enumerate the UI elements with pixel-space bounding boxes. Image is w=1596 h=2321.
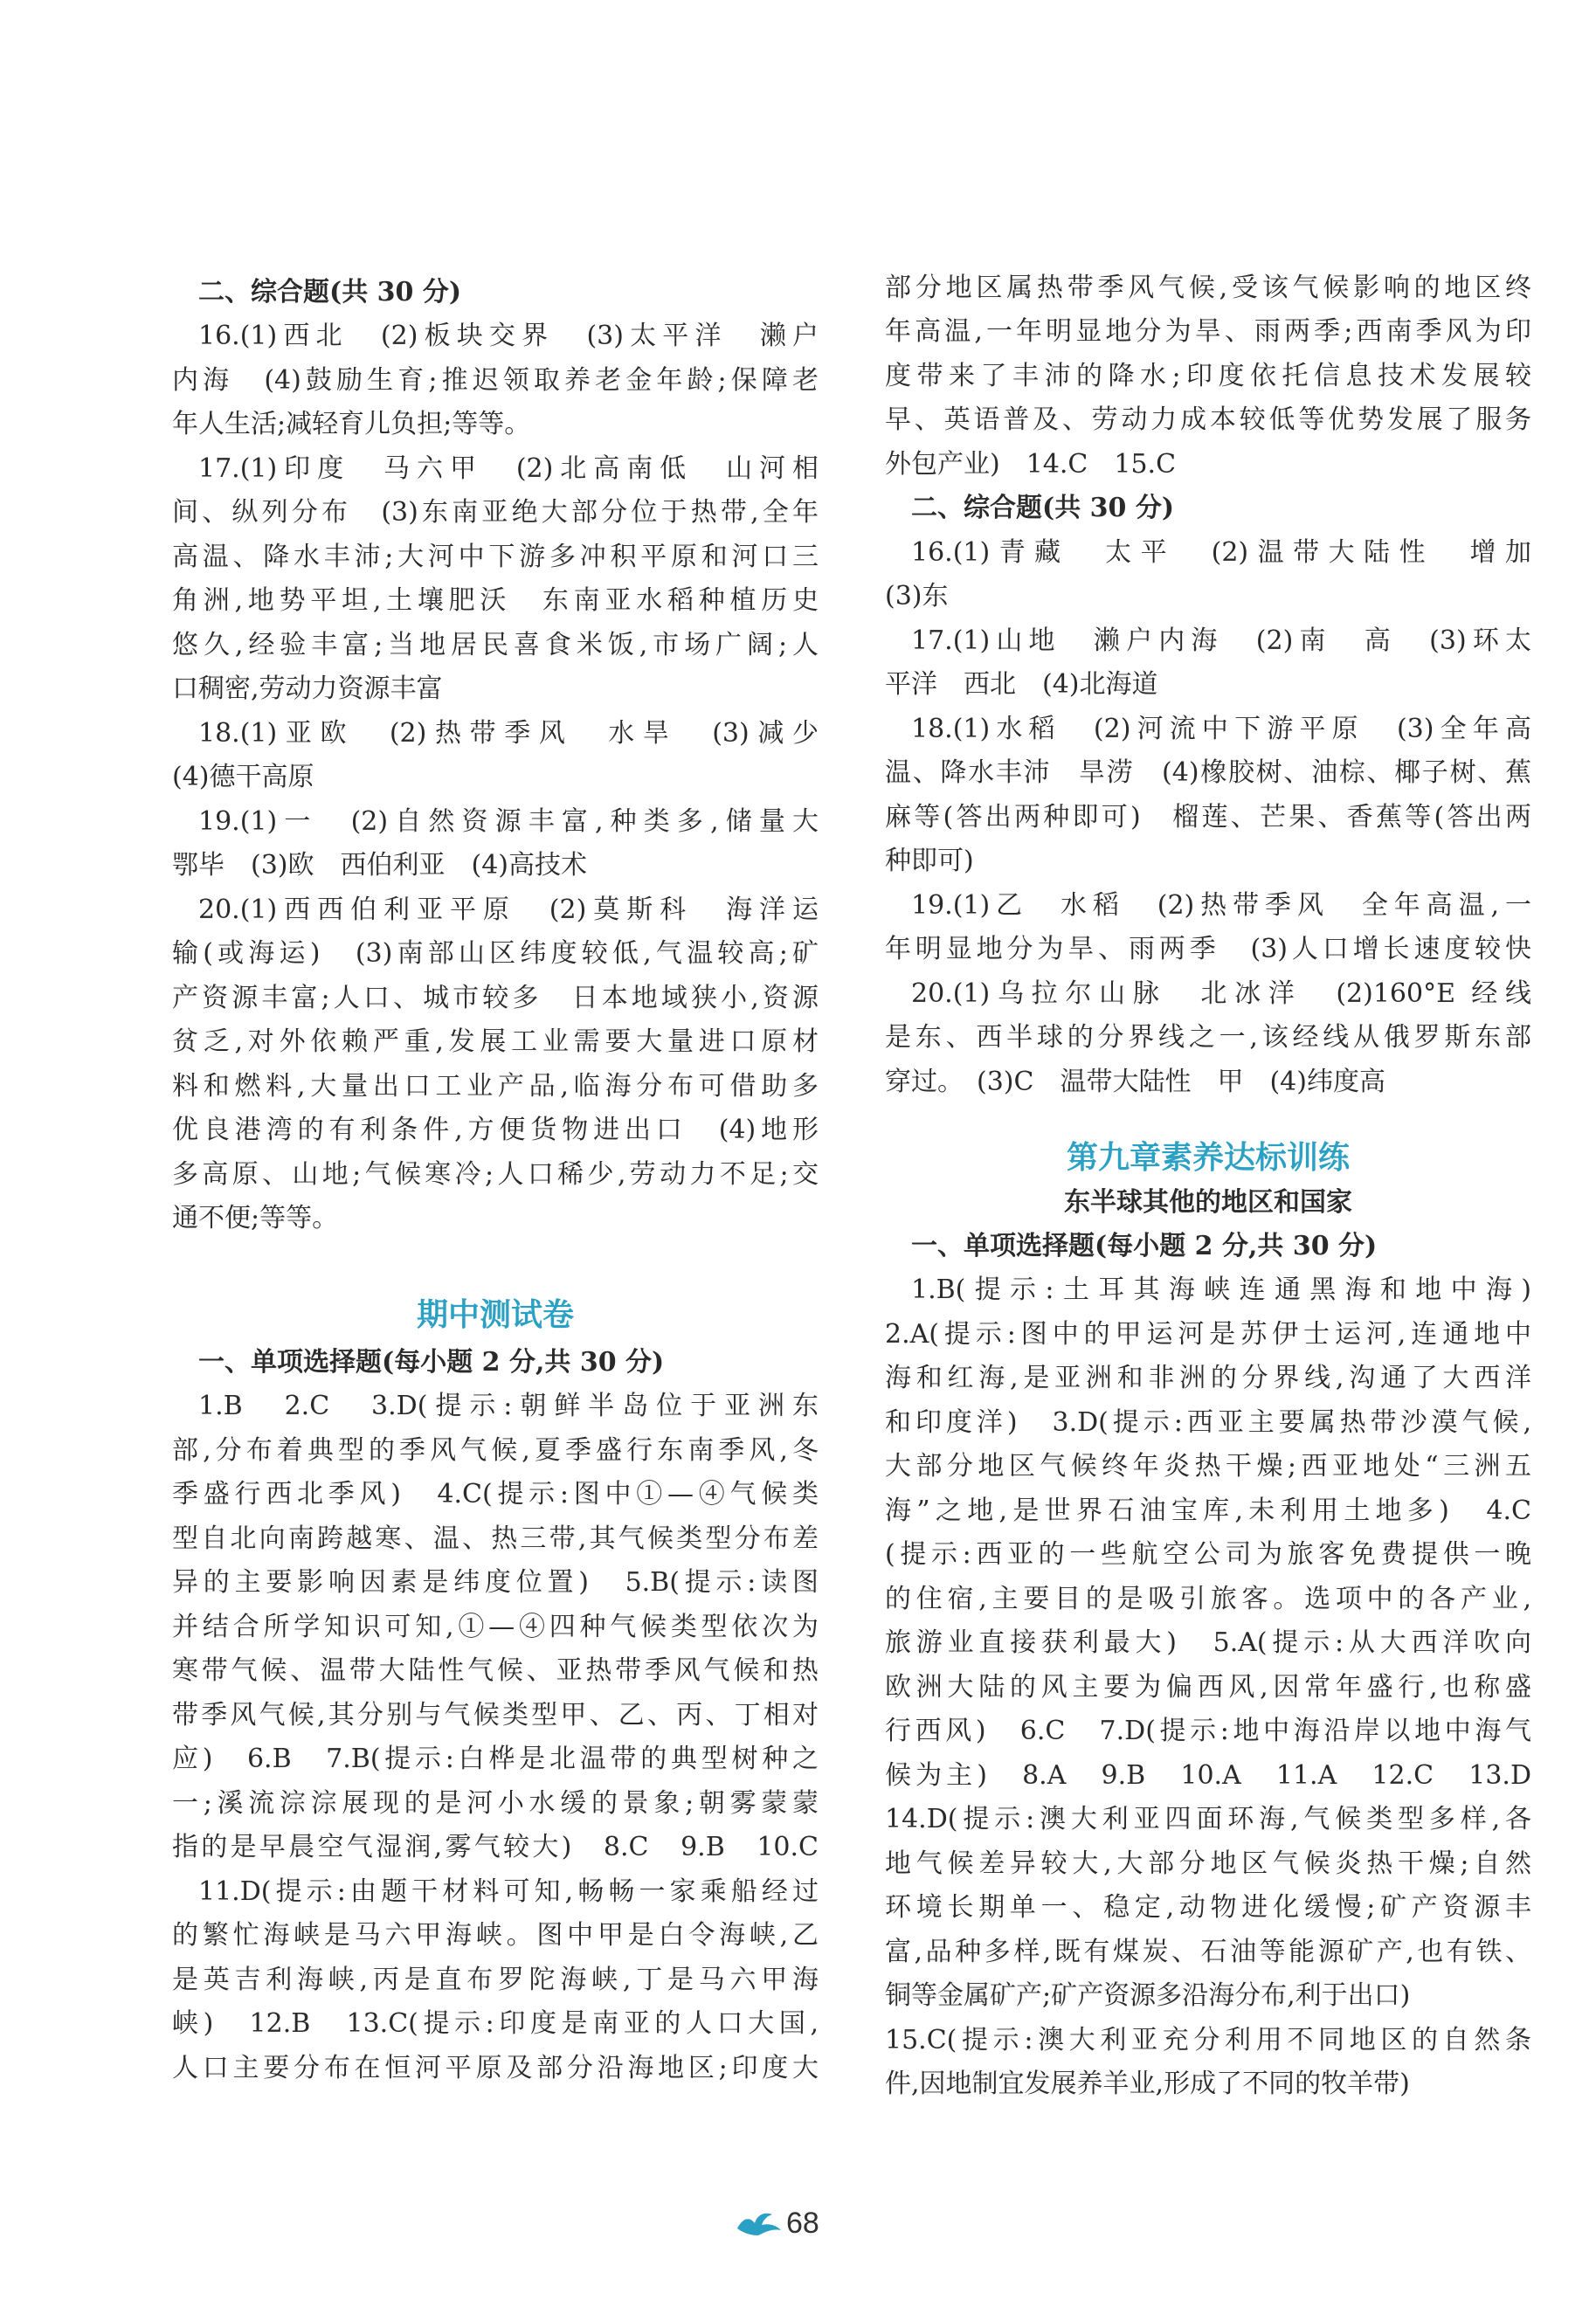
text-line: 19.(1)一 (2)自然资源丰富,种类多,储量大 [198,806,819,837]
text-line: 19.(1)乙 水稻 (2)热带季风 全年高温,一 [911,890,1531,921]
text-line: 并结合所学知识可知,①—④四种气候类型依次为 [172,1612,819,1642]
text-line: 富,品种多样,既有煤炭、石油等能源矿产,也有铁、 [885,1937,1531,1967]
text-line: 通不便;等等。 [172,1203,339,1233]
text-line: 人口主要分布在恒河平原及部分沿海地区;印度大 [172,2053,819,2083]
text-line: 17.(1)山地 濑户内海 (2)南 高 (3)环太 [911,625,1531,656]
section-heading: 二、综合题(共 30 分) [198,277,462,307]
text-line: (4)德干高原 [172,762,314,792]
text-line: 地气候差异较大,大部分地区气候炎热干燥;自然 [885,1848,1531,1879]
text-line: 海和红海,是亚洲和非洲的分界线,沟通了大西洋 [885,1363,1531,1393]
text-line: 内海 (4)鼓励生育;推迟领取养老金年龄;保障老 [172,365,819,396]
text-line: 口稠密,劳动力资源丰富 [172,674,443,704]
text-line: 年人生活;减轻育儿负担;等等。 [172,409,531,439]
text-line: 外包产业) 14.C 15.C [885,449,1177,480]
text-line: 年明显地分为旱、雨两季 (3)人口增长速度较快 [885,934,1531,964]
text-line: 是英吉利海峡,丙是直布罗陀海峡,丁是马六甲海 [172,1965,819,1995]
text-line: 指的是早晨空气湿润,雾气较大) 8.C 9.B 10.C [172,1832,819,1862]
text-line: 行西风) 6.C 7.D(提示:地中海沿岸以地中海气 [885,1716,1531,1746]
page-footer [734,2197,874,2249]
text-line: 17.(1)印度 马六甲 (2)北高南低 山河相 [198,453,819,484]
section-heading: 二、综合题(共 30 分) [911,493,1175,523]
text-line: 14.D(提示:澳大利亚四面环海,气候类型多样,各 [885,1804,1531,1834]
text-line: 11.D(提示:由题干材料可知,畅畅一家乘船经过 [198,1876,819,1907]
text-line: 的住宿,主要目的是吸引旅客。选项中的各产业, [885,1584,1531,1614]
text-line: 种即可) [885,846,974,876]
text-line: 旅游业直接获利最大) 5.A(提示:从大西洋吹向 [885,1627,1531,1658]
text-line: 部分地区属热带季风气候,受该气候影响的地区终 [885,273,1531,303]
page-number: 68 [786,2207,819,2240]
text-line: 铜等金属矿产;矿产资源多沿海分布,利于出口) [885,1980,1411,2011]
text-line: 优良港湾的有利条件,方便货物进出口 (4)地形 [172,1115,819,1145]
text-line: 欧洲大陆的风主要为偏西风,因常年盛行,也称盛 [885,1672,1531,1703]
text-line: 寒带气候、温带大陆性气候、亚热带季风气候和热 [172,1655,819,1686]
text-line: 部,分布着典型的季风气候,夏季盛行东南季风,冬 [172,1435,819,1466]
text-line: 麻等(答出两种即可) 榴莲、芒果、香蕉等(答出两 [885,802,1531,832]
text-line: 1.B(提示:土耳其海峡连通黑海和地中海) [911,1274,1531,1305]
text-line: 输(或海运) (3)南部山区纬度较低,气温较高;矿 [172,938,819,969]
text-line: (3)东 [885,581,949,611]
text-line: 多高原、山地;气候寒冷;人口稀少,劳动力不足;交 [172,1159,819,1190]
section-title: 期中测试卷 [416,1296,574,1333]
text-line: 带季风气候,其分别与气候类型甲、乙、丙、丁相对 [172,1700,819,1730]
text-line: 候为主) 8.A 9.B 10.A 11.A 12.C 13.D [885,1760,1531,1791]
text-line: 应) 6.B 7.B(提示:白桦是北温带的典型树种之 [172,1744,819,1774]
text-line: 18.(1)水稻 (2)河流中下游平原 (3)全年高 [911,714,1531,744]
text-line: 和印度洋) 3.D(提示:西亚主要属热带沙漠气候, [885,1407,1531,1438]
section-subtitle: 东半球其他的地区和国家 [1064,1187,1352,1218]
text-line: (提示:西亚的一些航空公司为旅客免费提供一晚 [885,1539,1531,1570]
text-line: 年高温,一年明显地分为旱、雨两季;西南季风为印 [885,316,1531,347]
text-line: 20.(1)西西伯利亚平原 (2)莫斯科 海洋运 [198,895,819,925]
text-line: 1.B 2.C 3.D(提示:朝鲜半岛位于亚洲东 [198,1391,819,1421]
text-line: 型自北向南跨越寒、温、热三带,其气候类型分布差 [172,1523,819,1554]
text-line: 间、纵列分布 (3)东南亚绝大部分位于热带,全年 [172,497,819,528]
text-line: 2.A(提示:图中的甲运河是苏伊士运河,连通地中 [885,1319,1531,1350]
text-line: 贫乏,对外依赖严重,发展工业需要大量进口原材 [172,1026,819,1057]
text-line: 大部分地区气候终年炎热干燥;西亚地处“三洲五 [885,1451,1531,1482]
text-line: 15.C(提示:澳大利亚充分利用不同地区的自然条 [885,2025,1531,2055]
text-line: 16.(1)西北 (2)板块交界 (3)太平洋 濑户 [198,321,819,351]
text-line: 悠久,经验丰富;当地居民喜食米饭,市场广阔;人 [172,630,819,660]
text-line: 产资源丰富;人口、城市较多 日本地域狭小,资源 [172,983,819,1013]
text-line: 一;溪流淙淙展现的是河小水缓的景象;朝雾蒙蒙 [172,1788,819,1819]
text-line: 季盛行西北季风) 4.C(提示:图中①—④气候类 [172,1479,819,1509]
text-line: 海”之地,是世界石油宝库,未利用土地多) 4.C [885,1496,1531,1526]
text-line: 环境长期单一、稳定,动物进化缓慢;矿产资源丰 [885,1892,1531,1923]
text-line: 角洲,地势平坦,土壤肥沃 东南亚水稻种植历史 [172,585,819,616]
text-line: 件,因地制宜发展养羊业,形成了不同的牧羊带) [885,2069,1410,2099]
text-line: 鄂毕 (3)欧 西伯利亚 (4)高技术 [172,850,587,881]
bird-icon [734,2209,783,2239]
text-line: 料和燃料,大量出口工业产品,临海分布可借助多 [172,1071,819,1102]
section-heading: 一、单项选择题(每小题 2 分,共 30 分) [911,1231,1378,1261]
text-line: 穿过。 (3)C 温带大陆性 甲 (4)纬度高 [885,1067,1385,1097]
text-line: 早、英语普及、劳动力成本较低等优势发展了服务 [885,404,1531,435]
text-line: 高温、降水丰沛;大河中下游多冲积平原和河口三 [172,542,819,572]
section-heading: 一、单项选择题(每小题 2 分,共 30 分) [198,1347,665,1378]
text-line: 是东、西半球的分界线之一,该经线从俄罗斯东部 [885,1022,1531,1053]
text-line: 18.(1)亚欧 (2)热带季风 水旱 (3)减少 [198,718,819,749]
text-line: 平洋 西北 (4)北海道 [885,669,1158,700]
text-line: 16.(1)青藏 太平 (2)温带大陆性 增加 [911,537,1531,568]
section-title: 第九章素养达标训练 [1066,1139,1350,1176]
text-line: 度带来了丰沛的降水;印度依托信息技术发展较 [885,361,1531,391]
text-line: 的繁忙海峡是马六甲海峡。图中甲是白令海峡,乙 [172,1920,819,1951]
text-line: 异的主要影响因素是纬度位置) 5.B(提示:读图 [172,1567,819,1598]
text-line: 温、降水丰沛 旱涝 (4)橡胶树、油棕、椰子树、蕉 [885,757,1531,788]
text-line: 20.(1)乌拉尔山脉 北冰洋 (2)160°E 经线 [911,978,1531,1009]
text-line: 峡) 12.B 13.C(提示:印度是南亚的人口大国, [172,2008,819,2039]
